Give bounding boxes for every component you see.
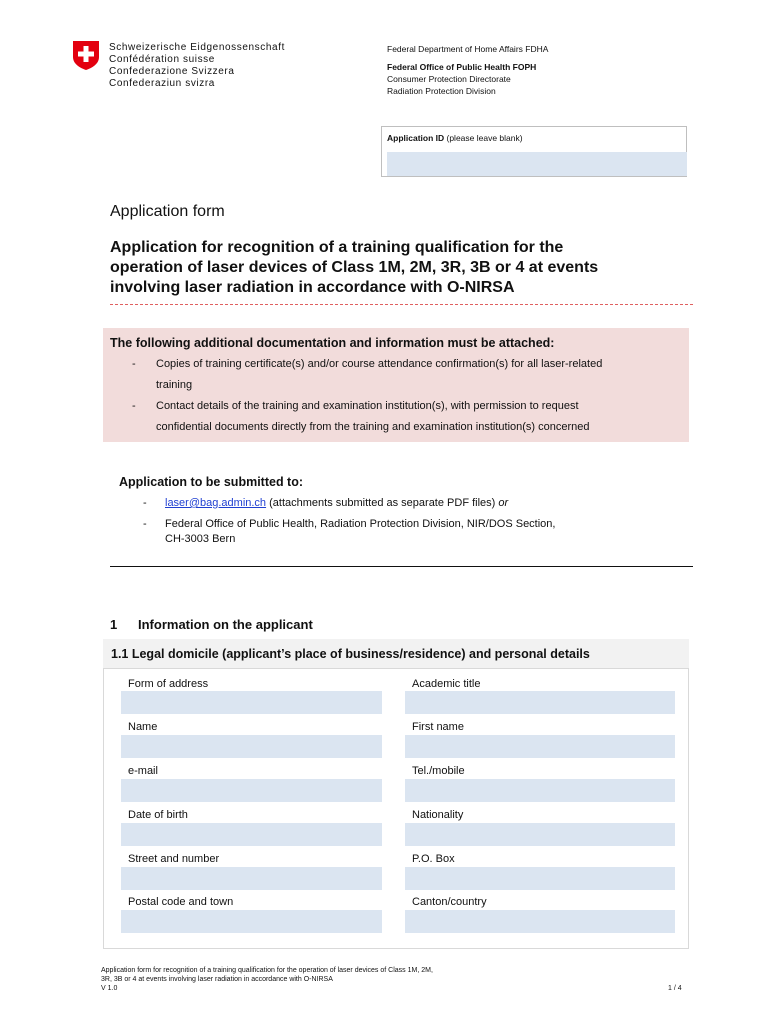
postal-line-2: CH-3003 Bern <box>165 533 236 545</box>
form-of-address-label: Form of address <box>128 678 209 690</box>
footer-line-2: 3R, 3B or 4 at events involving laser radiation in accordance with O-NIRSA <box>101 976 333 983</box>
title-line-3: involving laser radiation in accordance with O-NIRSA <box>110 279 515 296</box>
confed-line-it: Confederazione Svizzera <box>109 66 235 77</box>
street-label: Street and number <box>128 853 220 865</box>
po-box-input[interactable] <box>405 867 675 890</box>
email-link[interactable]: laser@bag.admin.ch <box>165 497 267 509</box>
name-input[interactable] <box>121 735 382 758</box>
confed-line-fr: Confédération suisse <box>109 54 215 65</box>
section-title: Information on the applicant <box>138 617 313 632</box>
application-id-label-note: (please leave blank) <box>444 133 523 143</box>
tel-input[interactable] <box>405 779 675 802</box>
application-id-label-bold: Application ID <box>387 133 445 143</box>
title-divider <box>110 304 693 305</box>
title-line-2: operation of laser devices of Class 1M, 2M, 3R, 3B or 4 at events <box>110 259 599 276</box>
email-input[interactable] <box>121 779 382 802</box>
name-label: Name <box>128 721 158 733</box>
postal-town-input[interactable] <box>121 910 382 933</box>
postal-town-label: Postal code and town <box>128 896 234 908</box>
submission-heading: Application to be submitted to: <box>119 475 304 489</box>
section-divider <box>110 566 693 567</box>
footer-line-1: Application form for recognition of a training qualification for the operation of laser devices of Class 1M, 2M, <box>101 967 433 974</box>
section-number: 1 <box>110 617 118 632</box>
academic-title-input[interactable] <box>405 691 675 714</box>
email-label: e-mail <box>128 765 158 777</box>
or-text: or <box>498 497 509 509</box>
page-number: 1 / 4 <box>668 985 682 992</box>
office: Federal Office of Public Health FOPH <box>387 62 537 72</box>
nationality-label: Nationality <box>412 809 464 821</box>
department: Federal Department of Home Affairs FDHA <box>387 44 549 54</box>
email-note: (attachments submitted as separate PDF files) <box>266 497 499 509</box>
division: Radiation Protection Division <box>387 86 496 96</box>
po-box-label: P.O. Box <box>412 853 455 865</box>
postal-line-1: Federal Office of Public Health, Radiation Protection Division, NIR/DOS Section, <box>165 518 556 530</box>
swiss-cross-icon <box>72 40 100 71</box>
subsection-title: 1.1 Legal domicile (applicant’s place of business/residence) and personal details <box>111 647 590 661</box>
page-title <box>110 238 680 298</box>
form-of-address-input[interactable] <box>121 691 382 714</box>
street-input[interactable] <box>121 867 382 890</box>
submission-email-line <box>165 497 508 509</box>
application-id-input[interactable] <box>387 152 687 176</box>
title-line-1: Application for recognition of a training qualification for the <box>110 239 564 256</box>
nationality-input[interactable] <box>405 823 675 846</box>
application-id-label <box>387 133 523 143</box>
confed-line-de: Schweizerische Eidgenossenschaft <box>109 42 285 53</box>
directorate: Consumer Protection Directorate <box>387 74 511 84</box>
first-name-label: First name <box>412 721 464 733</box>
footer-version: V 1.0 <box>101 985 118 992</box>
attachment-item-1-line-1: Copies of training certificate(s) and/or course attendance confirmation(s) for all laser-related <box>156 358 603 370</box>
academic-title-label: Academic title <box>412 678 481 690</box>
canton-country-input[interactable] <box>405 910 675 933</box>
attachment-item-1-line-2: training <box>156 379 193 391</box>
confederation-wordmark <box>109 42 285 90</box>
canton-country-label: Canton/country <box>412 896 487 908</box>
bullet-dash: - <box>143 497 147 509</box>
attachment-item-2-line-2: confidential documents directly from the training and examination institution(s) concerned <box>156 421 590 433</box>
first-name-input[interactable] <box>405 735 675 758</box>
attachments-heading: The following additional documentation and information must be attached: <box>110 336 555 350</box>
confed-line-rm: Confederaziun svizra <box>109 78 215 89</box>
attachment-item-2-line-1: Contact details of the training and examination institution(s), with permission to request <box>156 400 579 412</box>
department-block <box>387 43 548 97</box>
bullet-dash: - <box>132 400 136 412</box>
footer-text <box>101 966 433 993</box>
form-kind: Application form <box>110 203 225 220</box>
bullet-dash: - <box>132 358 136 370</box>
tel-label: Tel./mobile <box>412 765 465 777</box>
date-of-birth-input[interactable] <box>121 823 382 846</box>
bullet-dash: - <box>143 518 147 530</box>
date-of-birth-label: Date of birth <box>128 809 188 821</box>
